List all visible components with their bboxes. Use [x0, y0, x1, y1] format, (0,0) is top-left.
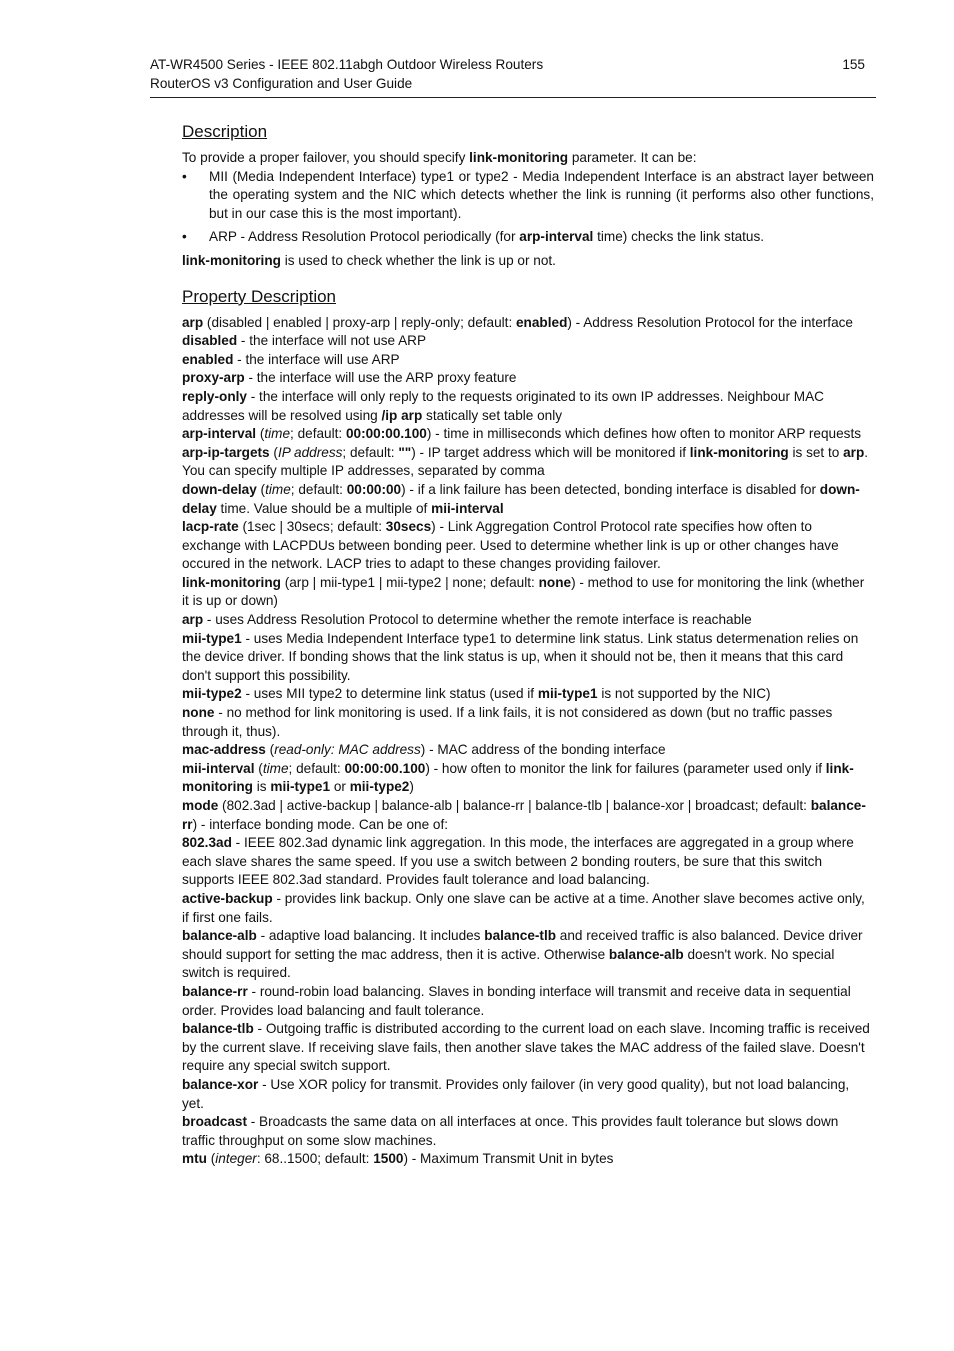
- property-arp-proxy: proxy-arp - the interface will use the ARP proxy feature: [182, 370, 517, 386]
- page-content: [182, 120, 874, 1169]
- property-arp-interval: arp-interval (time; default: 00:00:00.100) - time in milliseconds which defines how often to monitor ARP requests: [182, 426, 862, 442]
- list-item: • MII (Media Independent Interface) type1 or type2 - Media Independent Interface is an abstract layer between the operating system and the NIC which detects whether the link is running (it performs also other functions, but in our case this is the most important).: [182, 168, 874, 221]
- property-mode-broadcast: broadcast - Broadcasts the same data on all interfaces at once. This provides fault tolerance but slows down traffic throughput on some slow machines.: [182, 1114, 839, 1148]
- property-down-delay: down-delay (time; default: 00:00:00) - if a link failure has been detected, bonding interface is disabled for down-delay time. Value should be a multiple of mii-interval: [182, 481, 860, 516]
- bullet-icon: •: [182, 229, 187, 245]
- property-mode-active-backup: active-backup - provides link backup. Only one slave can be active at a time. Another slave becomes active only, if first one fails.: [182, 890, 865, 925]
- description-heading: Description: [182, 122, 268, 141]
- header-title: AT-WR4500 Series - IEEE 802.11abgh Outdoor Wireless Routers: [150, 57, 544, 72]
- property-mode-balance-rr: balance-rr - round-robin load balancing. Slaves in bonding interface will transmit and receive data in sequential order. Provides load balancing and fault tolerance.: [182, 983, 851, 1018]
- header-divider: [150, 97, 876, 98]
- property-description-heading: Property Description: [182, 286, 337, 306]
- property-link-monitoring-mii-type2: mii-type2 - uses MII type2 to determine link status (used if mii-type1 is not supported by the NIC): [182, 686, 771, 702]
- property-mode-8023ad: 802.3ad - IEEE 802.3ad dynamic link aggregation. In this mode, the interfaces are aggregated in a group where each slave shares the same speed. If you use a switch between 2 bonding routers, be sure that this switch supports IEEE 802.3ad standard. Provides fault tolerance and load balancing.: [182, 835, 854, 888]
- property-mii-interval: mii-interval (time; default: 00:00:00.100) - how often to monitor the link for failures (parameter used only if link-monitoring is mii-type1 or mii-type2): [182, 760, 854, 795]
- header-subtitle: RouterOS v3 Configuration and User Guide: [150, 76, 413, 91]
- property-mode-balance-xor: balance-xor - Use XOR policy for transmit. Provides only failover (in very good quality), but not load balancing, yet.: [182, 1076, 850, 1111]
- property-mtu: mtu (integer: 68..1500; default: 1500) - Maximum Transmit Unit in bytes: [182, 1151, 614, 1167]
- property-mode-balance-tlb: balance-tlb - Outgoing traffic is distributed according to the current load on each slave. Incoming traffic is received by the current slave. If receiving slave fails, then another slave takes the MAC address of the failed slave. Doesn't require any special switch support.: [182, 1021, 870, 1074]
- property-arp-ip-targets: arp-ip-targets (IP address; default: "") - IP target address which will be monitored if link-monitoring is set to arp. You can specify multiple IP addresses, separated by comma: [182, 444, 869, 479]
- bullet-icon: •: [182, 168, 187, 184]
- description-intro: To provide a proper failover, you should specify link-monitoring parameter. It can be:: [182, 150, 697, 165]
- page-header: [150, 55, 875, 93]
- property-arp-enabled: enabled - the interface will use ARP: [182, 351, 400, 367]
- property-link-monitoring-arp: arp - uses Address Resolution Protocol to determine whether the remote interface is reachable: [182, 612, 752, 628]
- property-arp-disabled: disabled - the interface will not use ARP: [182, 333, 427, 349]
- list-item: • ARP - Address Resolution Protocol periodically (for arp-interval time) checks the link status.: [182, 228, 874, 247]
- property-link-monitoring-none: none - no method for link monitoring is used. If a link fails, it is not considered as down (but no traffic passes through it, thus).: [182, 705, 833, 739]
- property-arp-reply-only: reply-only - the interface will only reply to the requests originated to its own IP addresses. Neighbour MAC addresses will be resolved using /ip arp statically set table only: [182, 388, 824, 423]
- property-arp: arp (disabled | enabled | proxy-arp | reply-only; default: enabled) - Address Resolution Protocol for the interface: [182, 314, 853, 330]
- property-link-monitoring-mii-type1: mii-type1 - uses Media Independent Interface type1 to determine link status. Link status determenation relies on the device driver. If bonding shows that the link status is up, when it should not be, then it means that this card don't support this possibility.: [182, 630, 859, 683]
- page-number: 155: [842, 57, 865, 72]
- description-closing: link-monitoring is used to check whether the link is up or not.: [182, 252, 556, 268]
- property-mode-balance-alb: balance-alb - adaptive load balancing. It includes balance-tlb and received traffic is also balanced. Device driver should support for setting the mac address, then it is active. Otherwise balance-alb doesn't work. No special switch is required.: [182, 928, 863, 981]
- property-lacp-rate: lacp-rate (1sec | 30secs; default: 30secs) - Link Aggregation Control Protocol rate specifies how often to exchange with LACPDUs between bonding peer. Used to determine whether link is up or other changes have occured in the network. LACP tries to adapt to these changes providing failover.: [182, 519, 839, 572]
- property-list: [182, 314, 874, 1169]
- failover-method-list: [182, 168, 874, 247]
- property-mac-address: mac-address (read-only: MAC address) - MAC address of the bonding interface: [182, 742, 666, 758]
- property-link-monitoring: link-monitoring (arp | mii-type1 | mii-type2 | none; default: none) - method to use for monitoring the link (whether it is up or down): [182, 574, 865, 609]
- property-mode: mode (802.3ad | active-backup | balance-alb | balance-rr | balance-tlb | balance-xor | broadcast; default: balance-rr) - interface bonding mode. Can be one of:: [182, 798, 866, 832]
